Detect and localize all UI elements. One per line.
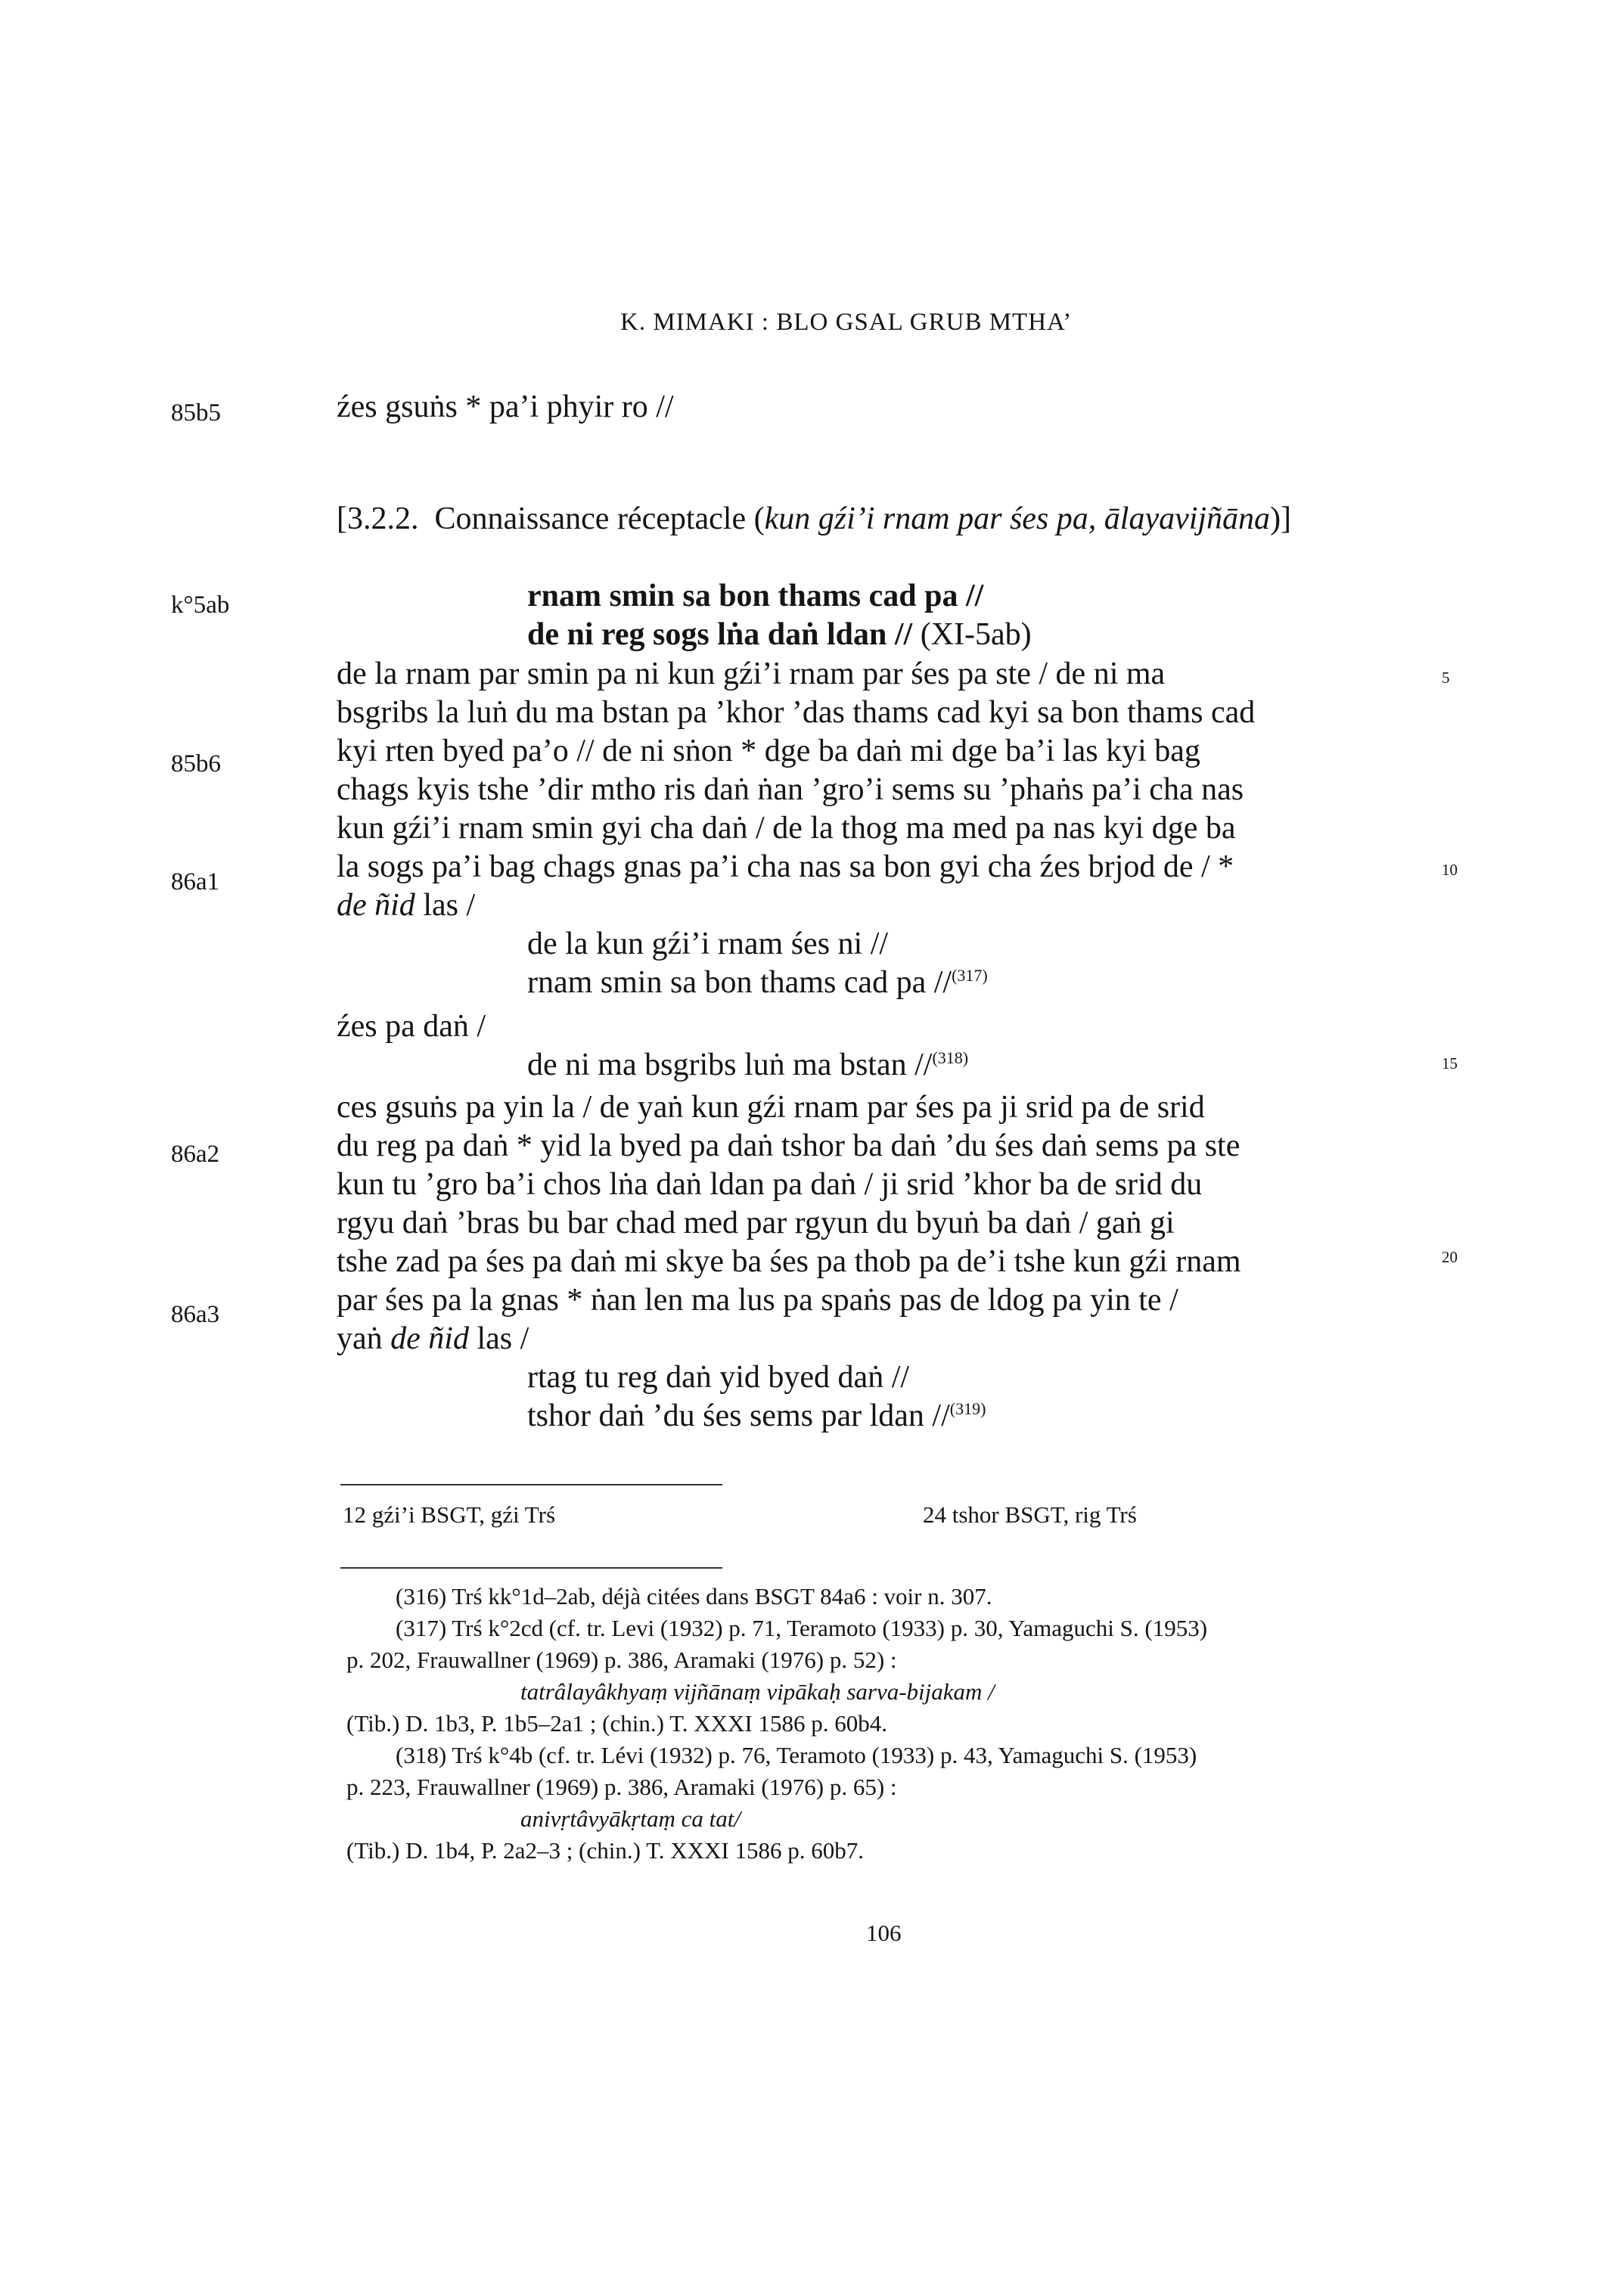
verse-line: de la kun gźi’i rnam śes ni // [527, 927, 889, 961]
footnote-line: p. 223, Frauwallner (1969) p. 386, Aramaki (1976) p. 65) : [346, 1774, 897, 1800]
footnote-line: p. 202, Frauwallner (1969) p. 386, Aramaki (1976) p. 52) : [346, 1647, 897, 1673]
footnote-line: anivṛtâvyākṛtaṃ ca tat/ [520, 1805, 741, 1832]
margin-ref: k°5ab [171, 591, 230, 619]
footnote-line: (317) Trś k°2cd (cf. tr. Levi (1932) p. 71, Teramoto (1933) p. 30, Yamaguchi S. (1953) [396, 1615, 1208, 1641]
margin-ref: 86a3 [171, 1301, 220, 1328]
verse-line: rnam smin sa bon thams cad pa // [527, 579, 984, 613]
text-line: tshe zad pa śes pa daṅ mi skye ba śes pa thob pa de’i tshe kun gźi rnam [337, 1244, 1241, 1279]
text-line: de ñid las / [337, 888, 476, 923]
variant-reading: 24 tshor BSGT, rig Trś [923, 1501, 1137, 1528]
text-line: la sogs pa’i bag chags gnas pa’i cha nas sa bon gyi cha źes brjod de / * [337, 849, 1234, 884]
text-line: du reg pa daṅ * yid la byed pa daṅ tshor ba daṅ ’du śes daṅ sems pa ste [337, 1128, 1241, 1163]
variant-reading: 12 gźi’i BSGT, gźi Trś [343, 1501, 556, 1528]
footnote-line: tatrâlayâkhyaṃ vijñānaṃ vipākaḥ sarva-bijakam / [520, 1678, 995, 1705]
footnote-line: (318) Trś k°4b (cf. tr. Lévi (1932) p. 76, Teramoto (1933) p. 43, Yamaguchi S. (1953) [396, 1742, 1197, 1768]
footnote-line: (Tib.) D. 1b3, P. 1b5–2a1 ; (chin.) T. XXXI 1586 p. 60b4. [346, 1710, 887, 1737]
text-line: źes gsuṅs * pa’i phyir ro // [337, 390, 674, 424]
text-line: rgyu daṅ ’bras bu bar chad med par rgyun du byuṅ ba daṅ / gaṅ gi [337, 1206, 1175, 1240]
text-line: ces gsuṅs pa yin la / de yaṅ kun gźi rnam par śes pa ji srid pa de srid [337, 1090, 1205, 1125]
footnote-line: (316) Trś kk°1d–2ab, déjà citées dans BSGT 84a6 : voir n. 307. [396, 1583, 992, 1610]
verse-line: rtag tu reg daṅ yid byed daṅ // [527, 1360, 910, 1395]
line-number: 20 [1442, 1248, 1458, 1266]
footnote-ref: (319) [949, 1399, 986, 1418]
text-line: bsgribs la luṅ du ma bstan pa ’khor ’das thams cad kyi sa bon thams cad [337, 695, 1256, 730]
footnote-ref: (317) [952, 966, 988, 985]
text-line: kun gźi’i rnam smin gyi cha daṅ / de la thog ma med pa nas kyi dge ba [337, 811, 1236, 846]
text-line: chags kyis tshe ’dir mtho ris daṅ ṅan ’gro’i sems su ’phaṅs pa’i cha nas [337, 772, 1244, 807]
footnote-ref: (318) [932, 1048, 969, 1067]
footnote-line: (Tib.) D. 1b4, P. 2a2–3 ; (chin.) T. XXXI 1586 p. 60b7. [346, 1837, 864, 1864]
line-number: 10 [1442, 861, 1458, 879]
line-number: 15 [1442, 1054, 1458, 1072]
text-line: de la rnam par smin pa ni kun gźi’i rnam par śes pa ste / de ni ma [337, 657, 1166, 691]
verse-line: de ni reg sogs lṅa daṅ ldan // (XI-5ab) [527, 617, 1032, 652]
text-line: kyi rten byed pa’o // de ni sṅon * dge ba daṅ mi dge ba’i las kyi bag [337, 734, 1200, 768]
text-line: źes pa daṅ / [337, 1009, 486, 1044]
verse-line: rnam smin sa bon thams cad pa //$^{(317)}$ [527, 965, 988, 1000]
text-line: par śes pa la gnas * ṅan len ma lus pa spaṅs pas de ldog pa yin te / [337, 1283, 1178, 1318]
margin-ref: 86a2 [171, 1141, 220, 1168]
footnote-rule [340, 1567, 722, 1569]
margin-ref: 85b5 [171, 399, 221, 427]
page-number: 106 [866, 1920, 902, 1946]
verse-line: tshor daṅ ’du śes sems par ldan //$^{(319)}$ [527, 1398, 986, 1433]
margin-ref: 86a1 [171, 868, 220, 896]
verse-line: de ni ma bsgribs luṅ ma bstan //$^{(318)}$ [527, 1048, 969, 1082]
running-header: K. MIMAKI : BLO GSAL GRUB MTHA’ [620, 309, 1073, 336]
variant-rule [340, 1484, 722, 1485]
line-number: 5 [1442, 669, 1450, 687]
section-heading: [3.2.2. Connaissance réceptacle (kun gźi’i rnam par śes pa, ālayavijñāna)] [337, 501, 1292, 536]
text-line: kun tu ’gro ba’i chos lṅa daṅ ldan pa daṅ / ji srid ’khor ba de srid du [337, 1167, 1203, 1202]
text-line: yaṅ de ñid las / [337, 1321, 529, 1356]
margin-ref: 85b6 [171, 750, 221, 778]
